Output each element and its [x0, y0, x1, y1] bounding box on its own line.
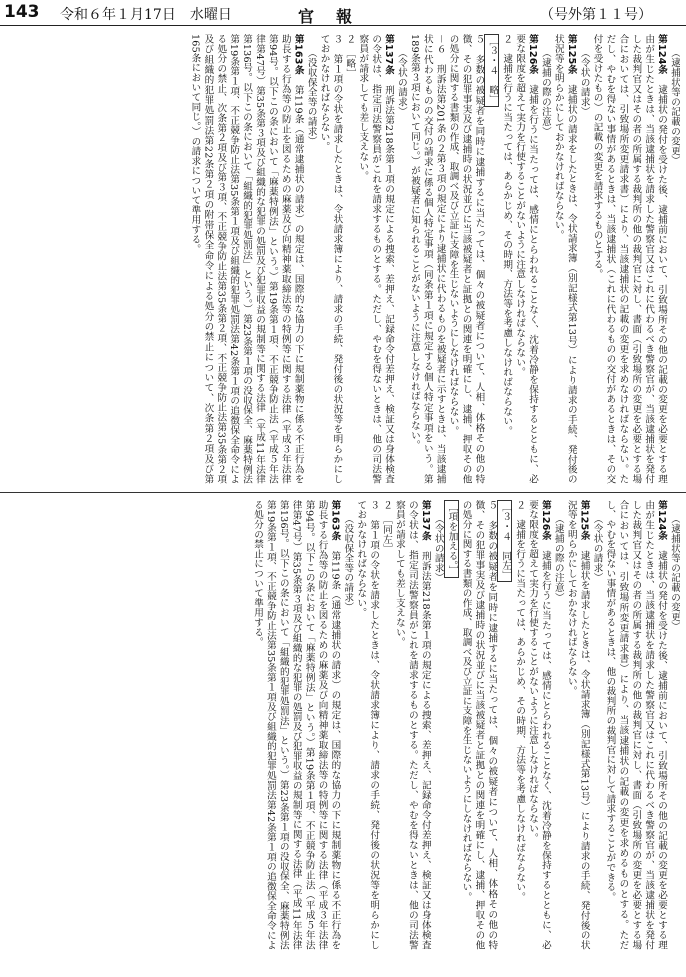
article-number: 第137条	[419, 500, 431, 541]
article-text: 第119条（通常逮捕状の請求）の規定は、国際的な協力の下に規制薬物に係る不正行為を助長する行為等の防止を図るための麻薬及び向精神薬取締法等の特例等に関する法律（平成３年法律第94号。以下この条において「麻薬特例法」という。）第19条第１項、不正競争防止法（平成５年法律第47号）第35条第３項及び組織的な犯罪の処罰及び犯罪収益の規制等に関する法律（平成11年法律第136号。以下この条において「組織的犯罪処罰法」という。）第23条第１項の没収保全、麻薬特例法第19条第１項、不正競争防止法第35条第１項及び組織的犯罪処罰法第42条第１項の追徴保全命令による処分の禁止について準用する。	[252, 500, 341, 950]
article-number: 第125条	[578, 500, 590, 541]
article-number: 第126条	[539, 500, 551, 541]
article-paragraph: ２ 逮捕を行うに当たっては、あらかじめ、その時期、方法等を考慮しなければならない。	[514, 500, 526, 902]
lower-block-current-text	[6, 500, 680, 950]
article-caption: （逮捕の際の注意）	[552, 514, 564, 603]
article-number: 第124条	[656, 34, 668, 75]
omission-marker: ［項を加える。］	[444, 500, 459, 578]
upper-column	[6, 34, 680, 484]
article-text: 第119条（通常逮捕状の請求）の規定は、国際的な協力の下に規制薬物に係る不正行為を助長する行為等の防止を図るための麻薬及び向精神薬取締法等の特例等に関する法律（平成３年法律第94号。以下この条において「麻薬特例法」という。）第19条第１項、不正競争防止法（平成５年法律第47号）第35条第３項及び組織的な犯罪の処罰及び犯罪収益の規制等に関する法律（平成11年法律第136号。以下この条において「組織的犯罪処罰法」という。）第23条第１項の没収保全、麻薬特例法第19条第１項、不正競争防止法第35条第１項及び組織的犯罪処罰法第42条第１項の追徴保全命令による処分の禁止、次条第２項及び第３項、不正競争防止法第35条第２項、不正競争防止法第35条第２項及び組織的犯罪処罰法第22条第２項の附帯保全命令による処分の禁止について、次条第２項及び第165条において同じ。）の請求について準用する。	[189, 34, 304, 484]
article-paragraph: ２ ［同左］	[381, 500, 393, 554]
omission-marker: ［３・４ 略］	[484, 34, 499, 107]
article-paragraph: －６ 刑訴法第201条の２第３項の規定により逮捕状に代わるものを被疑者に示すときは、当該逮捕状に代わるものの交付の請求に係る個人特定事項（同条第１項に規定する個人特定事項をいう。第189条第３項において同じ。）が被疑者に知られることがないように注意しなければならない。	[408, 34, 446, 484]
article-number: 第137条	[383, 34, 395, 75]
article-caption: （没収保全等の請求）	[342, 514, 354, 612]
issue-number: （号外第１１号）	[540, 7, 652, 23]
block-divider	[0, 492, 686, 493]
article-paragraph	[355, 34, 394, 484]
page-header	[0, 0, 686, 26]
article-paragraph	[525, 500, 551, 950]
article-paragraph	[250, 500, 340, 950]
article-text: 逮捕状の発付を受けた後、逮捕前において、引致場所その他の記載の変更を必要とする理由が生じたときは、当該逮捕状を請求した警察官又はこれに代わるべき警察官が、当該逮捕状を発付した裁判官又はその者の所属する裁判所の他の裁判官に対し、書面（引致場所の変更を必要とする場合においては、引致場所変更請求書）により、当該逮捕状の記載の変更を求めなければならない。ただし、やむを得ない事情があるときは、当該逮捕状（これに代わるものの交付があるときは、その交付を受けたもの）の記載の変更を請求するものとする。	[591, 34, 668, 484]
article-caption: （逮捕の際の注意）	[539, 48, 551, 137]
article-paragraph	[484, 34, 499, 484]
article-text: 逮捕を行うに当たっては、感情にとらわれることなく、沈着冷静を保持するとともに、必要な限度を超えて実力を行使することがないように注意しなければならない。	[514, 34, 539, 484]
article-number: 第124条	[656, 500, 668, 541]
upper-block-amended-text	[6, 34, 680, 484]
article-caption: （令状の請求）	[591, 514, 603, 583]
article-paragraph: ５ 多数の被疑者を同時に逮捕するに当たっては、個々の被疑者について、人相、体格その他の特徴、その犯罪事実及び逮捕時の状況並びに当該被疑者と証拠との関連を明確にし、逮捕、押収その他の処分に関する書類の作成、取調べ及び立証に支障を生じないようにしなければならない。	[460, 500, 498, 950]
article-paragraph	[512, 34, 538, 484]
article-caption: （令状の請求）	[432, 514, 444, 583]
article-caption: （没収保全等の請求）	[305, 48, 317, 146]
article-paragraph	[564, 500, 590, 950]
article-number: 第126条	[527, 34, 539, 75]
article-paragraph	[444, 500, 459, 950]
article-paragraph: ２ 逮捕を行うに当たっては、あらかじめ、その時期、方法等を考慮しなければならない。	[501, 34, 513, 436]
article-text: 逮捕状を請求したときは、令状請求簿（別記様式第13号）により請求の手続、発付後の状況等を明らかにしておかなければならない。	[565, 500, 590, 950]
article-paragraph	[603, 500, 668, 950]
article-paragraph	[188, 34, 304, 484]
omission-marker: ［３・４ 同左］	[497, 500, 512, 582]
article-caption: （逮捕状等の記載の変更）	[669, 48, 680, 166]
article-paragraph: ３ 第１項の令状を請求したときは、令状請求簿により、請求の手続、発付後の状況等を明らかにしておかなければならない。	[355, 500, 380, 950]
article-caption: （逮捕状等の記載の変更）	[669, 514, 680, 632]
publication-title: 官報	[298, 7, 375, 26]
article-text: 逮捕を行うに当たっては、感情にとらわれることなく、沈着冷静を保持するとともに、必要な限度を超えて実力を行使することがないように注意しなければならない。	[527, 500, 551, 950]
lower-column	[6, 500, 680, 950]
article-text: 刑訴法第218条第１項の規定による捜索、差押え、記録命令付差押え、検証又は身体検査の令状は、指定司法警察員がこれを請求するものとする。ただし、やむを得ないときは、他の司法警察員が請求しても差し支えない。	[357, 34, 395, 484]
article-caption: （令状の請求）	[395, 48, 407, 117]
article-text: 逮捕状の発付を受けた後、逮捕前において、引致場所その他の記載の変更を必要とする理由が生じたときは、当該逮捕状を請求した警察官又はこれに代わるべき警察官が、当該逮捕状を発付した裁判官又はその者の所属する裁判所の他の裁判官に対し、書面（引致場所の変更を必要とする場合においては、引致場所変更請求書）により、当該逮捕状の記載の変更を求めるものとする。ただし、やむを得ない事情があるときは、他の裁判所の裁判官に対して請求することができる。	[604, 500, 668, 950]
article-paragraph	[551, 34, 577, 484]
article-paragraph	[392, 500, 431, 950]
article-number: 第163条	[292, 34, 304, 75]
article-paragraph	[497, 500, 512, 950]
article-paragraph: ３ 第１項の令状を請求したときは、令状請求簿により、請求の手続、発付後の状況等を明らかにしておかなければならない。	[318, 34, 343, 484]
article-paragraph: ２ ［略］	[344, 34, 356, 79]
article-caption: （令状の請求）	[578, 48, 590, 117]
issue-date: 令和６年１月17日 水曜日	[60, 7, 232, 23]
article-paragraph: ５ 多数の被疑者を同時に逮捕するに当たっては、個々の被疑者について、人相、体格その他の特徴、その犯罪事実及び逮捕時の状況並びに当該被疑者と証拠との関連を明確にし、逮捕、押収その他の処分に関する書類の作成、取調べ及び立証に支障を生じないようにしなければならない。	[447, 34, 485, 484]
article-text: 逮捕状の請求をしたときは、令状請求簿（別記様式第13号）により請求の手続、発付後の状況等を明らかにしておかなければならない。	[552, 34, 577, 484]
article-paragraph	[590, 34, 667, 484]
article-number: 第163条	[329, 500, 341, 541]
article-text: 刑訴法第218条第１項の規定による捜索、差押え、記録命令付差押え、検証又は身体検査の令状は、指定司法警察員がこれを請求するものとする。ただし、やむを得ないときは、他の司法警察員が請求しても差し支えない。	[393, 500, 431, 950]
page-number: 143	[4, 2, 40, 22]
article-number: 第125条	[565, 34, 577, 75]
